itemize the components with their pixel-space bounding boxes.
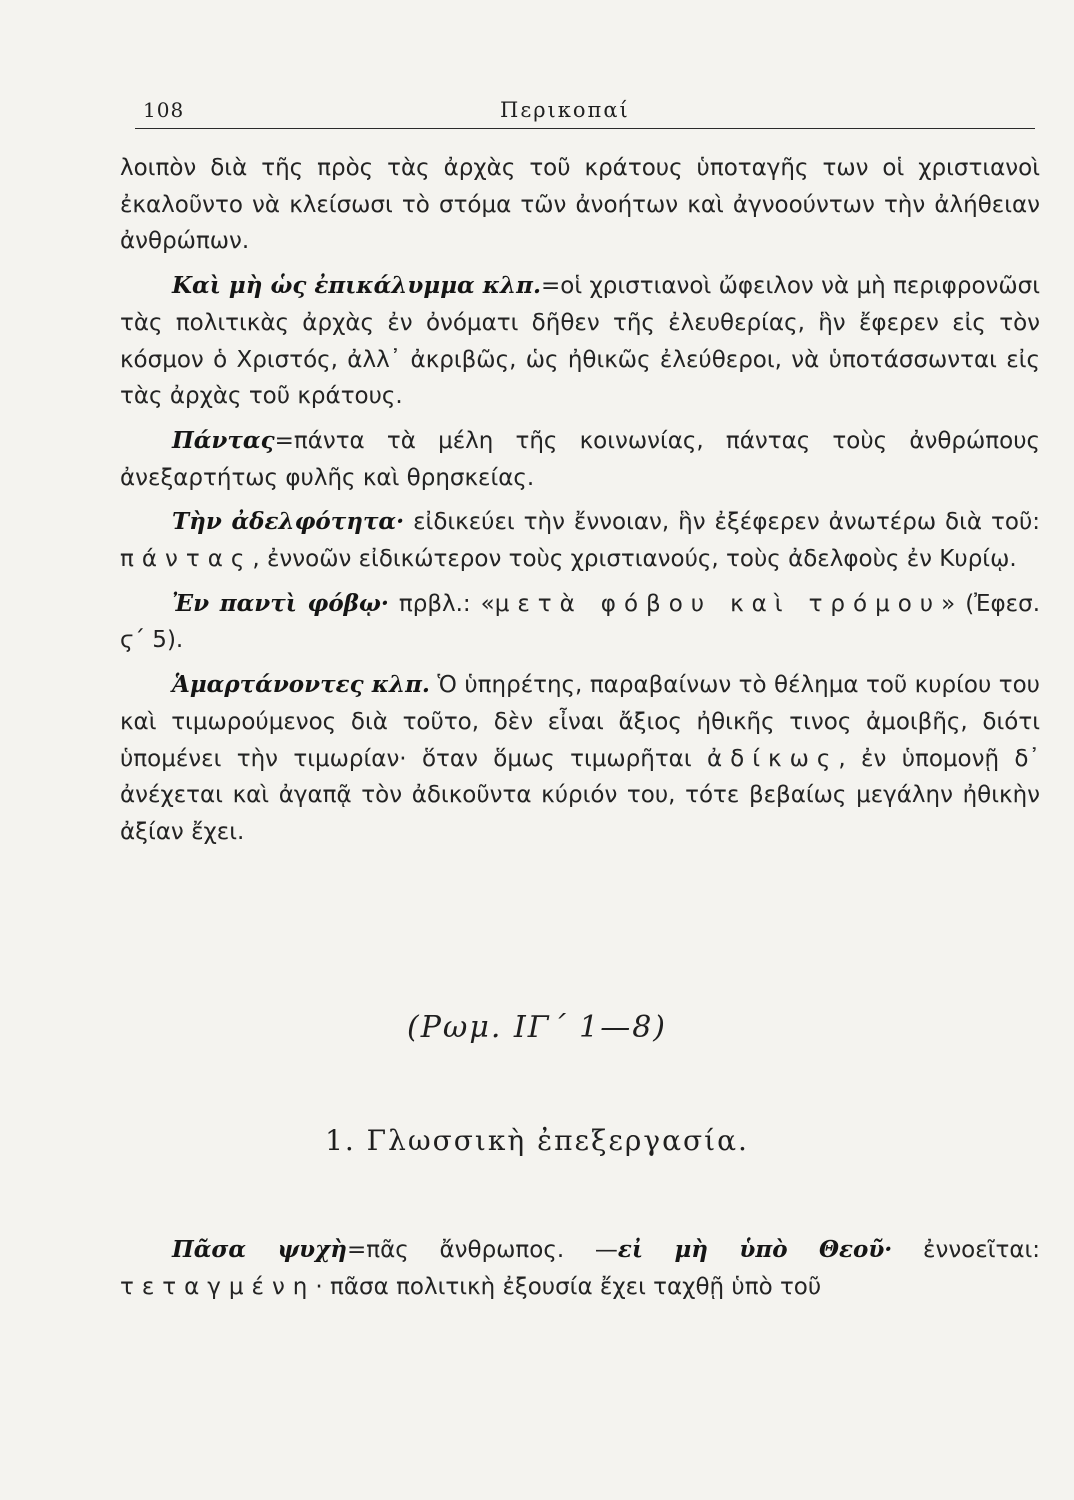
- paragraph-4: [120, 504, 1040, 577]
- paragraph-6-text-a: Ὁ ὑπηρέτης, παραβαίνων τὸ θέλημα τοῦ κυρίου του καὶ τιμωρούμενος διὰ τοῦτο, δὲν εἶναι ἄξιος ἠθικῆς τινος ἀμοιβῆς, διότι ὑπομένει τὴν τιμωρίαν· ὅταν ὅμως τιμωρῆται: [120, 672, 1040, 772]
- paragraph-2: [120, 268, 1040, 415]
- bottom-text-a: =πᾶς ἄνθρωπος. —: [346, 1237, 618, 1263]
- bottom-text-c: · πᾶσα πολιτικὴ ἐξουσία ἔχει ταχθῇ ὑπὸ τοῦ: [315, 1273, 822, 1300]
- page-number: 108: [143, 98, 185, 122]
- paragraph-4-text-a: εἰδικεύει τὴν ἔννοιαν, ἣν ἐξέφερεν ἀνωτέρω διὰ τοῦ:: [404, 509, 1041, 536]
- page-header: [135, 98, 1035, 129]
- paragraph-5-lemma: Ἐν παντὶ φόβῳ·: [172, 589, 389, 617]
- paragraph-1: [120, 150, 1040, 260]
- paragraph-2-lemma: Καὶ μὴ ὡς ἐπικάλυμμα κλπ.: [172, 272, 542, 300]
- paragraph-5: [120, 586, 1040, 659]
- paragraph-5-text-b: » (Ἐφεσ. ϛ΄ 5).: [120, 590, 1041, 654]
- paragraph-4-lemma: Τὴν ἀδελφότητα·: [172, 508, 405, 536]
- main-text: [120, 150, 1040, 859]
- paragraph-6-lemma: Ἁμαρτάνοντες κλπ.: [172, 671, 430, 699]
- paragraph-6-text-b: , ἐν ὑπομονῇ δ᾿ ἀνέχεται καὶ ἀγαπᾷ τὸν ἀδικοῦντα κύριόν του, τότε βεβαίως μεγάλην ἠθικὴν ἀξίαν ἔχει.: [120, 745, 1040, 845]
- bottom-lemma-a: Πᾶσα ψυχὴ: [172, 1236, 347, 1263]
- paragraph-3-text: =πάντα τὰ μέλη τῆς κοινωνίας, πάντας τοὺς ἀνθρώπους ἀνεξαρτήτως φυλῆς καὶ θρησκείας.: [120, 427, 1040, 491]
- section-heading: (Ρωμ. ΙΓ΄ 1—8): [406, 1010, 667, 1045]
- paragraph-6-spaced: ἀδίκως: [707, 745, 839, 772]
- paragraph-5-spaced: μετὰ φόβου καὶ τρόμου: [494, 590, 942, 617]
- paragraph-2-text: =οἱ χριστιανοὶ ὤφειλον νὰ μὴ περιφρονῶσι τὰς πολιτικὰς ἀρχὰς ἐν ὀνόματι δῆθεν τῆς ἐλευθερίας, ἣν ἔφερεν εἰς τὸν κόσμον ὁ Χριστός, ἀλλ᾿ ἀκριβῶς, ὡς ἠθικῶς ἐλεύθεροι, νὰ ὑποτάσσωνται εἰς τὰς ἀρχὰς τοῦ κράτους.: [120, 273, 1040, 410]
- running-title: Περικοπαί: [500, 98, 630, 122]
- paragraph-1-text: λοιπὸν διὰ τῆς πρὸς τὰς ἀρχὰς τοῦ κράτους ὑποταγῆς των οἱ χριστιανοὶ ἐκαλοῦντο νὰ κλείσωσι τὸ στόμα τῶν ἀνοήτων καὶ ἀγνοούντων τὴν ἀλήθειαν ἀνθρώπων.: [120, 155, 1040, 255]
- paragraph-3: [120, 423, 1040, 496]
- bottom-text: [120, 1232, 1040, 1305]
- bottom-paragraph: [120, 1232, 1040, 1305]
- bottom-text-b: ἐννοεῖται:: [892, 1237, 1041, 1263]
- bottom-lemma-b: εἰ μὴ ὑπὸ Θεοῦ·: [617, 1236, 893, 1263]
- paragraph-5-text-a: πρβλ.: «: [388, 590, 495, 617]
- subsection-heading: 1. Γλωσσικὴ ἐπεξεργασία.: [325, 1124, 749, 1157]
- paragraph-4-text-b: , ἐννοῶν εἰδικώτερον τοὺς χριστιανούς, τοὺς ἀδελφοὺς ἐν Κυρίῳ.: [252, 546, 1017, 573]
- bottom-spaced: τεταγμένη: [120, 1273, 316, 1300]
- paragraph-6: [120, 667, 1040, 851]
- paragraph-3-lemma: Πάντας: [172, 426, 275, 454]
- paragraph-4-spaced: πάντας: [120, 546, 253, 573]
